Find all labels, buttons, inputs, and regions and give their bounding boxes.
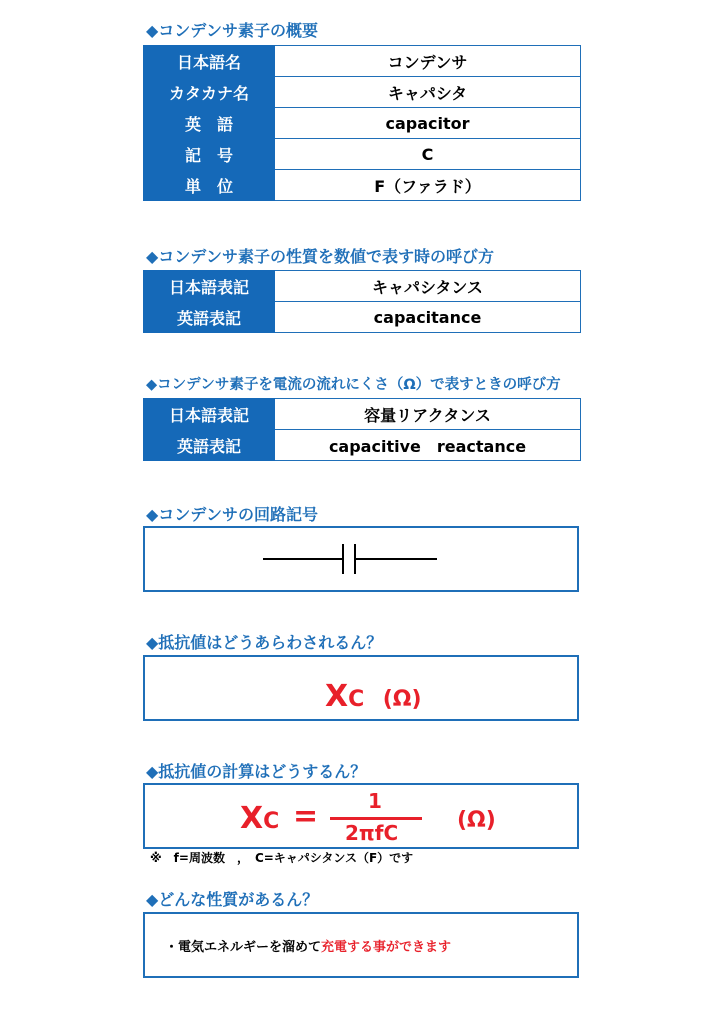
section3-heading: ◆コンデンサ素子を電流の流れにくさ（Ω）で表すときの呼び方 — [146, 377, 561, 393]
row-key: 日本語表記 — [144, 399, 275, 430]
symbol-unit: (Ω) — [382, 687, 422, 712]
table-row — [144, 77, 581, 108]
row-value: F（ファラド） — [275, 170, 581, 201]
overview-table — [143, 45, 581, 201]
row-value: キャパシタ — [275, 77, 581, 108]
section6-heading: ◆抵抗値の計算はどうするん？ — [146, 762, 367, 781]
row-key: カタカナ名 — [144, 77, 275, 108]
table-row — [144, 108, 581, 139]
row-key: 日本語名 — [144, 46, 275, 77]
lhs-sub: C — [263, 809, 280, 834]
formula-note: ※ f=周波数 ， C=キャパシタンス（F）です — [150, 851, 414, 865]
formula-numerator: 1 — [368, 789, 382, 813]
property-text-black: ・電気エネルギーを溜めて — [165, 940, 322, 955]
table-row — [144, 46, 581, 77]
table-row — [144, 139, 581, 170]
formula-unit: (Ω) — [457, 808, 496, 833]
row-value: capacitor — [275, 108, 581, 139]
formula-equals: = — [293, 799, 319, 834]
symbol-sub: C — [348, 687, 365, 712]
section4-heading: ◆コンデンサの回路記号 — [146, 505, 318, 524]
row-key: 日本語表記 — [144, 271, 275, 302]
row-value: コンデンサ — [275, 46, 581, 77]
capacitance-table — [143, 270, 581, 333]
formula-box — [143, 783, 579, 849]
capacitor-symbol-icon — [145, 528, 577, 590]
property-text-red: 充電する事ができます — [321, 940, 452, 955]
row-key: 英語表記 — [144, 430, 275, 461]
formula-lhs — [240, 801, 279, 836]
row-value: C — [275, 139, 581, 170]
row-key: 英 語 — [144, 108, 275, 139]
symbol-box — [143, 655, 579, 721]
property-box — [143, 912, 579, 978]
table-row — [144, 399, 581, 430]
table-row — [144, 271, 581, 302]
reactance-symbol — [325, 679, 422, 714]
table-row — [144, 170, 581, 201]
row-value: capacitive reactance — [275, 430, 581, 461]
row-value: capacitance — [275, 302, 581, 333]
formula-denominator: 2πfC — [345, 821, 399, 845]
table-row — [144, 430, 581, 461]
row-key: 英語表記 — [144, 302, 275, 333]
symbol-main: X — [325, 679, 349, 714]
table-row — [144, 302, 581, 333]
reactance-table — [143, 398, 581, 461]
section7-heading: ◆どんな性質があるん？ — [146, 890, 319, 909]
section2-heading: ◆コンデンサ素子の性質を数値で表す時の呼び方 — [146, 247, 494, 266]
fraction-bar — [330, 817, 422, 820]
row-key: 単 位 — [144, 170, 275, 201]
row-value: キャパシタンス — [275, 271, 581, 302]
row-value: 容量リアクタンス — [275, 399, 581, 430]
circuit-symbol-box — [143, 526, 579, 592]
property-text — [165, 936, 451, 955]
lhs-main: X — [240, 801, 264, 836]
section1-heading: ◆コンデンサ素子の概要 — [146, 21, 318, 40]
section5-heading: ◆抵抗値はどうあらわされるん？ — [146, 633, 383, 652]
row-key: 記 号 — [144, 139, 275, 170]
